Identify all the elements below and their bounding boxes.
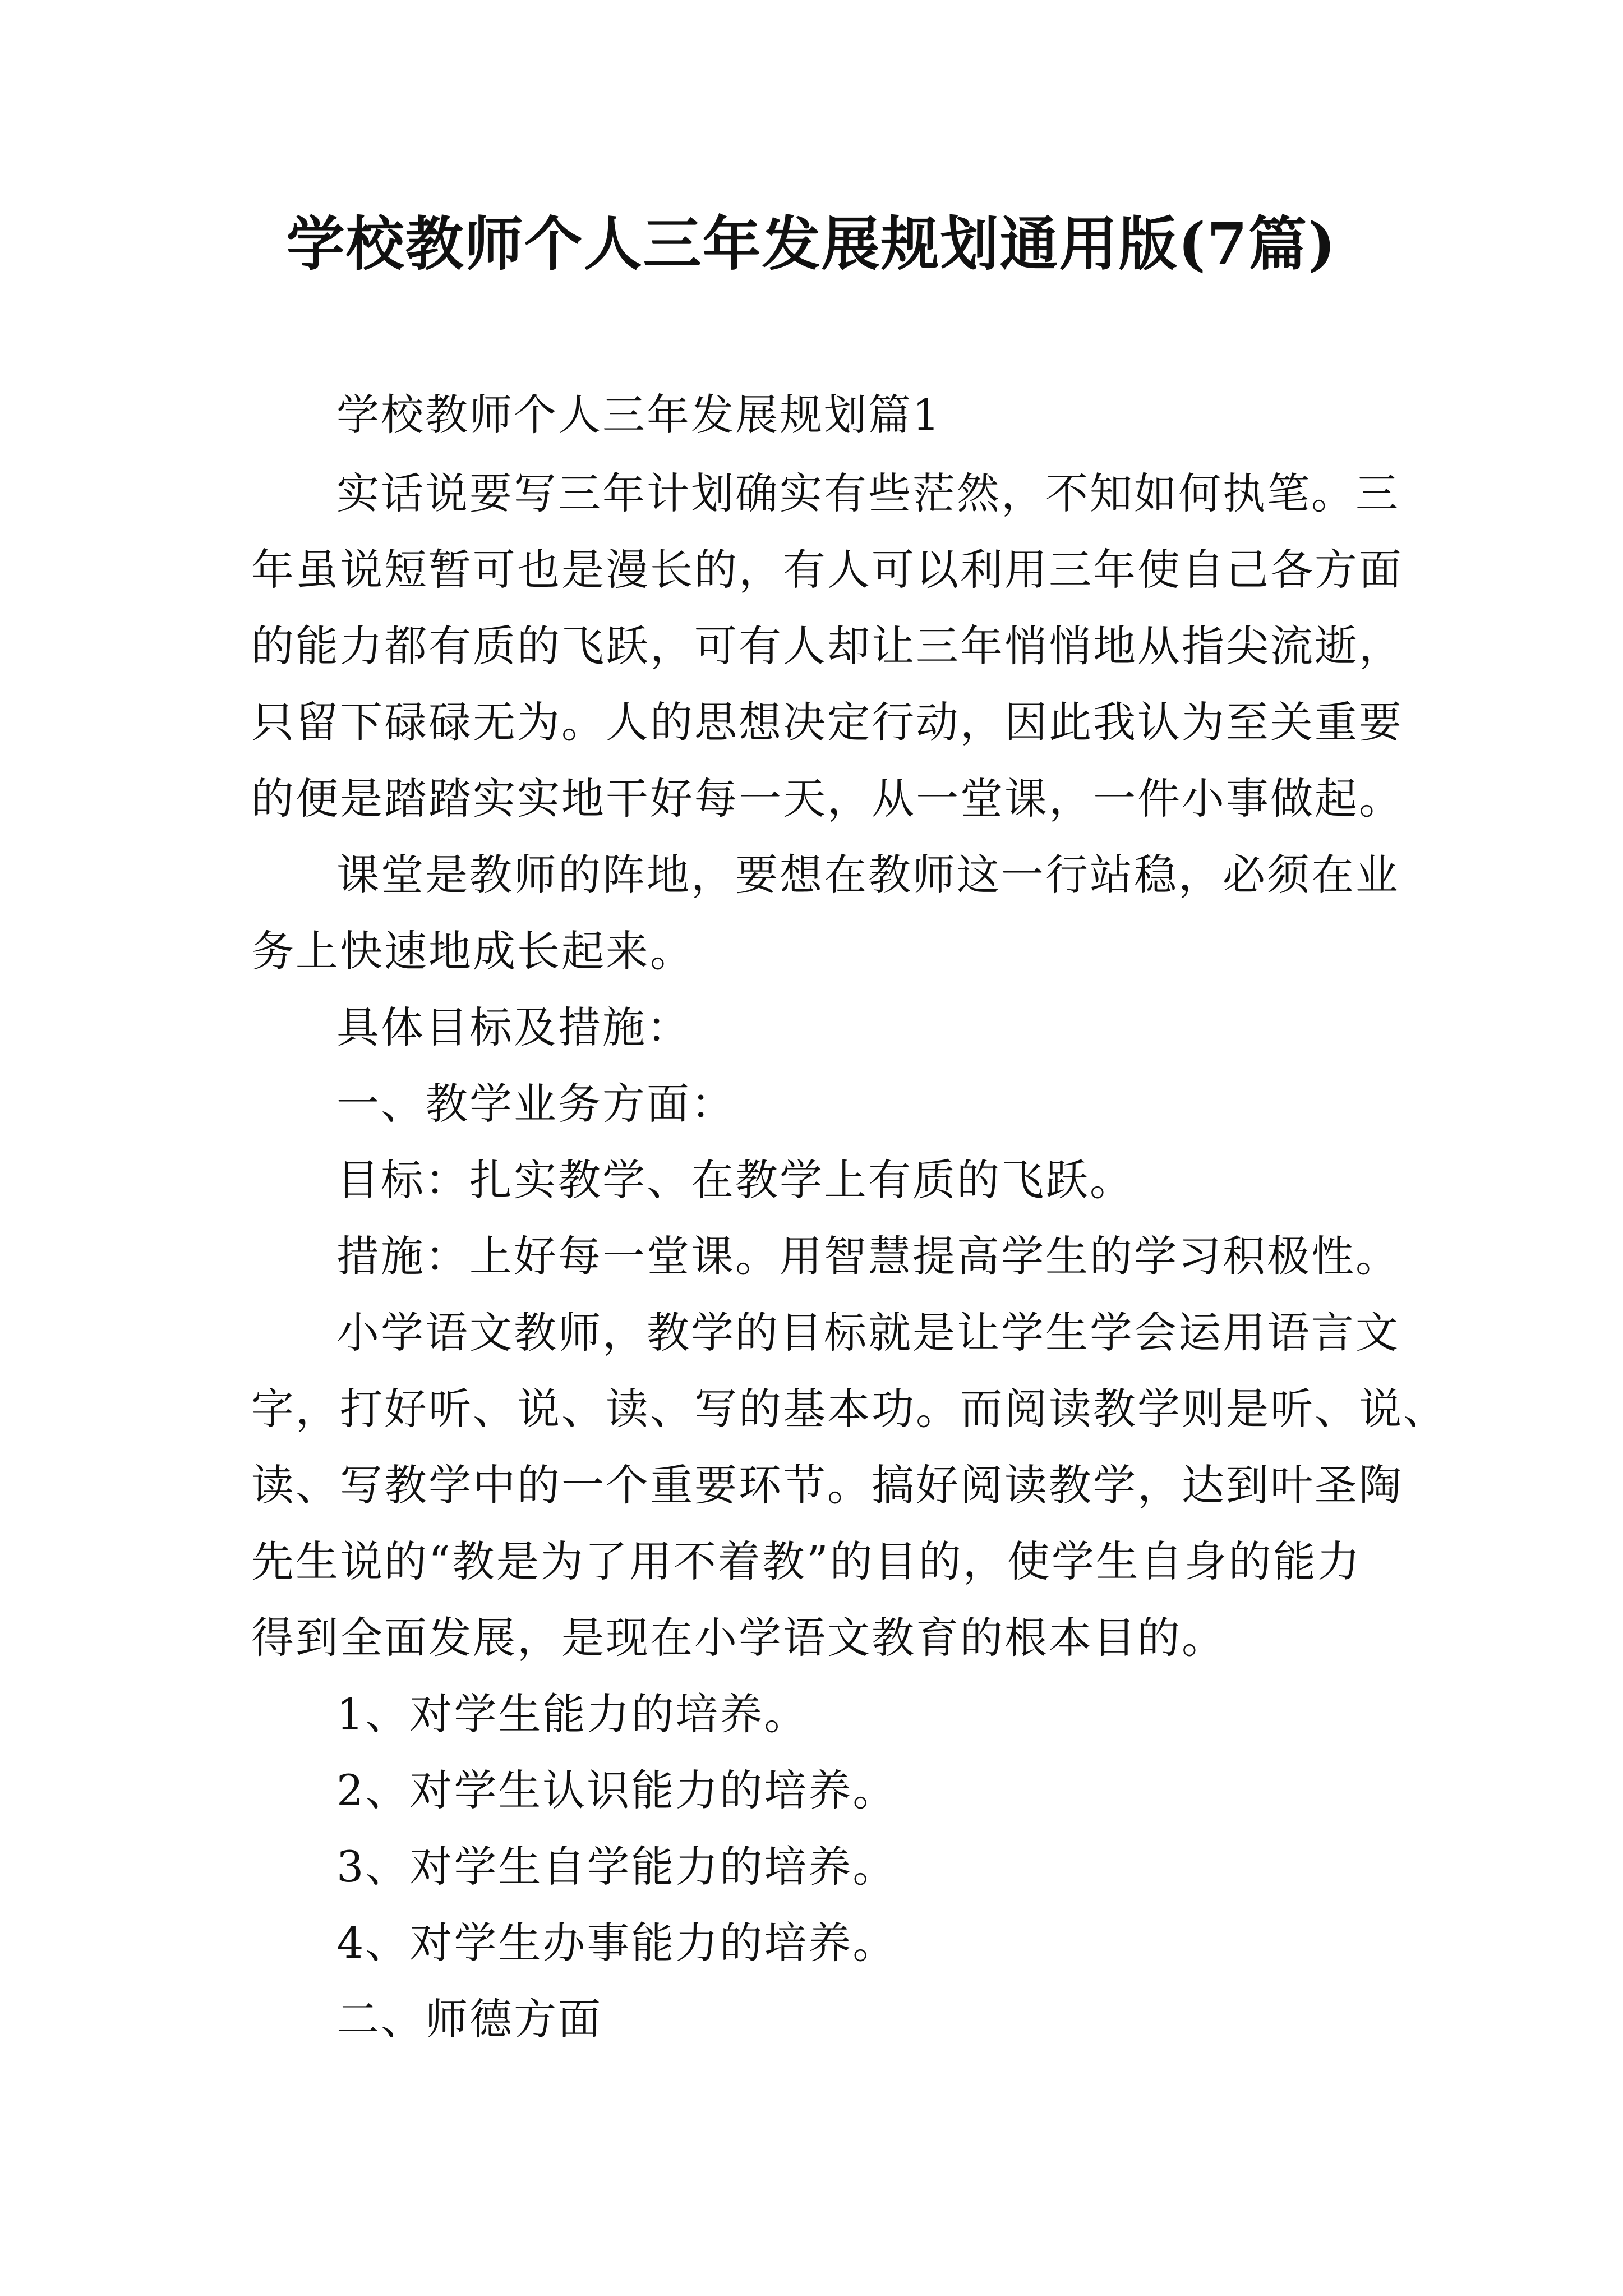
- paragraph-line: 一、教学业务方面：: [336, 1079, 735, 1129]
- paragraph-line: 务上快速地成长起来。: [251, 926, 694, 976]
- paragraph-line: 小学语文教师，教学的目标就是让学生学会运用语言文: [336, 1308, 1400, 1358]
- paragraph-line: 课堂是教师的阵地，要想在教师这一行站稳，必须在业: [336, 850, 1400, 900]
- list-item: 3、对学生自学能力的培养。: [336, 1842, 897, 1892]
- section-heading: 学校教师个人三年发展规划篇1: [336, 390, 942, 440]
- paragraph-line: 措施：上好每一堂课。用智慧提高学生的学习积极性。: [336, 1231, 1400, 1281]
- paragraph-line: 得到全面发展，是现在小学语文教育的根本目的。: [251, 1613, 1226, 1663]
- list-item: 4、对学生办事能力的培养。: [336, 1918, 897, 1968]
- paragraph-line: 具体目标及措施：: [336, 1002, 691, 1052]
- paragraph-line: 实话说要写三年计划确实有些茫然，不知如何执笔。三: [336, 468, 1400, 518]
- paragraph-line: 字，打好听、说、读、写的基本功。而阅读教学则是听、说、: [251, 1384, 1447, 1434]
- paragraph-line: 年虽说短暂可也是漫长的，有人可以利用三年使自己各方面: [251, 545, 1403, 595]
- list-item: 1、对学生能力的培养。: [336, 1689, 809, 1739]
- paragraph-line: 只留下碌碌无为。人的思想决定行动，因此我认为至关重要: [251, 697, 1403, 747]
- paragraph-line: 的便是踏踏实实地干好每一天，从一堂课，一件小事做起。: [251, 774, 1403, 823]
- list-item: 2、对学生认识能力的培养。: [336, 1765, 897, 1815]
- paragraph-line: 读、写教学中的一个重要环节。搞好阅读教学，达到叶圣陶: [251, 1460, 1403, 1510]
- paragraph-line: 目标：扎实教学、在教学上有质的飞跃。: [336, 1155, 1134, 1205]
- paragraph-line: 先生说的“教是为了用不着教”的目的，使学生自身的能力: [251, 1536, 1362, 1586]
- document-title: 学校教师个人三年发展规划通用版(7篇): [286, 209, 1337, 278]
- section-heading: 二、师德方面: [336, 1994, 602, 2044]
- paragraph-line: 的能力都有质的飞跃，可有人却让三年悄悄地从指尖流逝，: [251, 621, 1403, 671]
